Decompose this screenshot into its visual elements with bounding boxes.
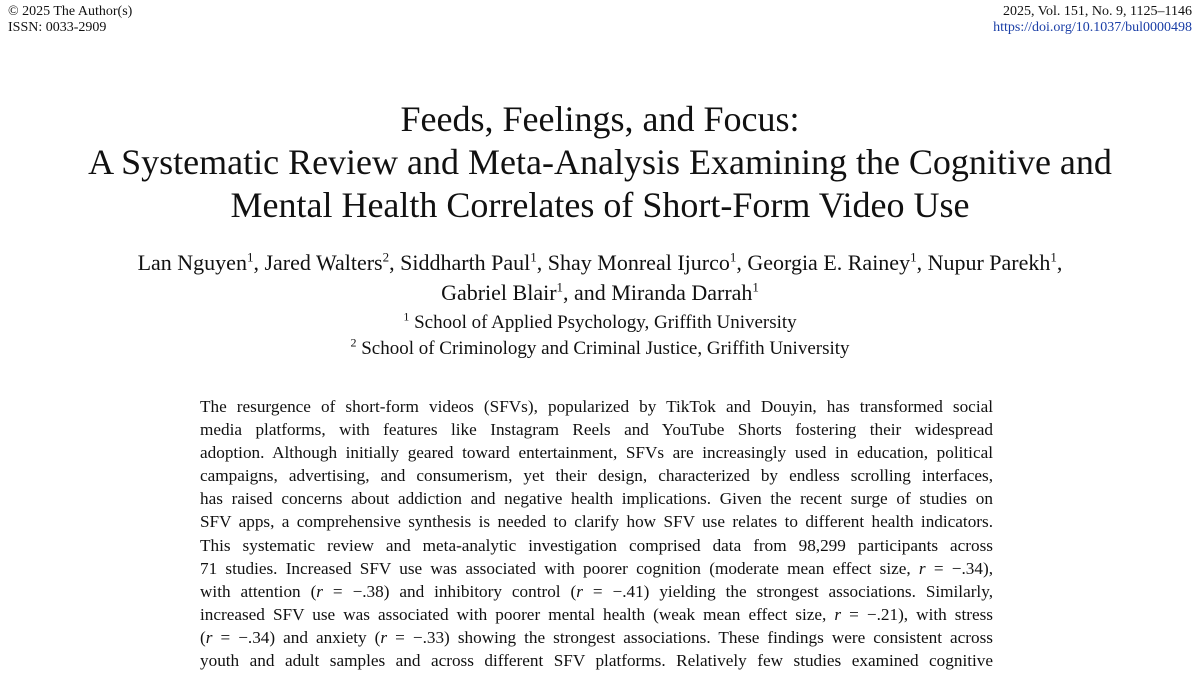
- affiliation-list: [0, 310, 1200, 362]
- author-name: Siddharth Paul: [400, 250, 531, 275]
- affiliation-text: School of Applied Psychology, Griffith University: [409, 312, 797, 333]
- citation-info: 2025, Vol. 151, No. 9, 1125–1146: [1002, 4, 1192, 19]
- abstract-line: media platforms, with features like Instagram Reels and YouTube Shorts fostering their widespread: [200, 420, 993, 440]
- doi-link[interactable]: https://doi.org/10.1037/bul0000498: [993, 20, 1192, 35]
- abstract-line: (r = −.34) and anxiety (r = −.33) showing the strongest associations. These findings were consistent across: [200, 627, 993, 647]
- abstract-line: This systematic review and meta-analytic investigation comprised data from 98,299 participants across: [200, 535, 993, 555]
- author-line-2: [0, 278, 1200, 308]
- author-list: [0, 248, 1200, 308]
- copyright-notice: © 2025 The Author(s): [8, 4, 133, 19]
- abstract-line: youth and adult samples and across different SFV platforms. Relatively few studies examined cognitive: [200, 651, 993, 671]
- issn: ISSN: 0033-2909: [8, 20, 107, 35]
- author-separator: ,: [253, 250, 265, 275]
- author-separator: ,: [389, 250, 401, 275]
- author-name: Miranda Darrah: [611, 280, 753, 305]
- author-name: Jared Walters: [264, 250, 383, 275]
- author-separator: ,: [736, 250, 748, 275]
- abstract-line: 71 studies. Increased SFV use was associated with poorer cognition (moderate mean effect size, r = −.34),: [200, 558, 993, 578]
- affiliation-item: [0, 310, 1200, 336]
- title-line-3: Mental Health Correlates of Short-Form Video Use: [230, 185, 970, 225]
- abstract: [200, 395, 993, 672]
- author-separator: , and: [563, 280, 612, 305]
- abstract-line: has raised concerns about addiction and negative health implications. Given the recent surge of studies on: [200, 489, 993, 509]
- author-name: Gabriel Blair: [441, 280, 557, 305]
- affiliation-mark: 1: [910, 249, 917, 265]
- author-separator: ,: [1056, 250, 1063, 275]
- author-separator: ,: [536, 250, 548, 275]
- affiliation-item: [0, 336, 1200, 362]
- author-name: Lan Nguyen: [137, 250, 247, 275]
- abstract-line: adoption. Although initially geared toward entertainment, SFVs are increasingly used in education, political: [200, 443, 993, 463]
- affiliation-text: School of Criminology and Criminal Justice, Griffith University: [356, 338, 850, 359]
- author-separator: ,: [916, 250, 928, 275]
- title-line-1: Feeds, Feelings, and Focus:: [400, 99, 800, 139]
- abstract-line: campaigns, advertising, and consumerism, yet their design, characterized by endless scrolling interfaces,: [200, 466, 993, 486]
- author-line-1: [0, 248, 1200, 278]
- header-left: [8, 4, 132, 36]
- affiliation-number: 1: [403, 309, 410, 324]
- affiliation-number: 2: [350, 335, 357, 350]
- abstract-line: increased SFV use was associated with poorer mental health (weak mean effect size, r = −.21), with stress: [200, 604, 993, 624]
- affiliation-mark: 1: [1050, 249, 1057, 265]
- author-name: Nupur Parekh: [927, 250, 1051, 275]
- affiliation-mark: 2: [382, 249, 390, 265]
- abstract-line: with attention (r = −.38) and inhibitory control (r = −.41) yielding the strongest associations. Similarly,: [200, 581, 993, 601]
- affiliation-mark: 1: [246, 249, 254, 265]
- affiliation-mark: 1: [530, 249, 537, 265]
- abstract-line: The resurgence of short-form videos (SFVs), popularized by TikTok and Douyin, has transformed social: [200, 397, 993, 416]
- affiliation-mark: 1: [752, 279, 759, 295]
- author-name: Georgia E. Rainey: [747, 250, 911, 275]
- title-line-2: A Systematic Review and Meta-Analysis Examining the Cognitive and: [88, 142, 1112, 182]
- header-right: [993, 4, 1192, 36]
- affiliation-mark: 1: [729, 249, 737, 265]
- abstract-line: SFV apps, a comprehensive synthesis is needed to clarify how SFV use relates to different health indicators.: [200, 512, 993, 532]
- author-name: Shay Monreal Ijurco: [547, 250, 730, 275]
- article-title: [0, 98, 1200, 227]
- affiliation-mark: 1: [556, 279, 564, 295]
